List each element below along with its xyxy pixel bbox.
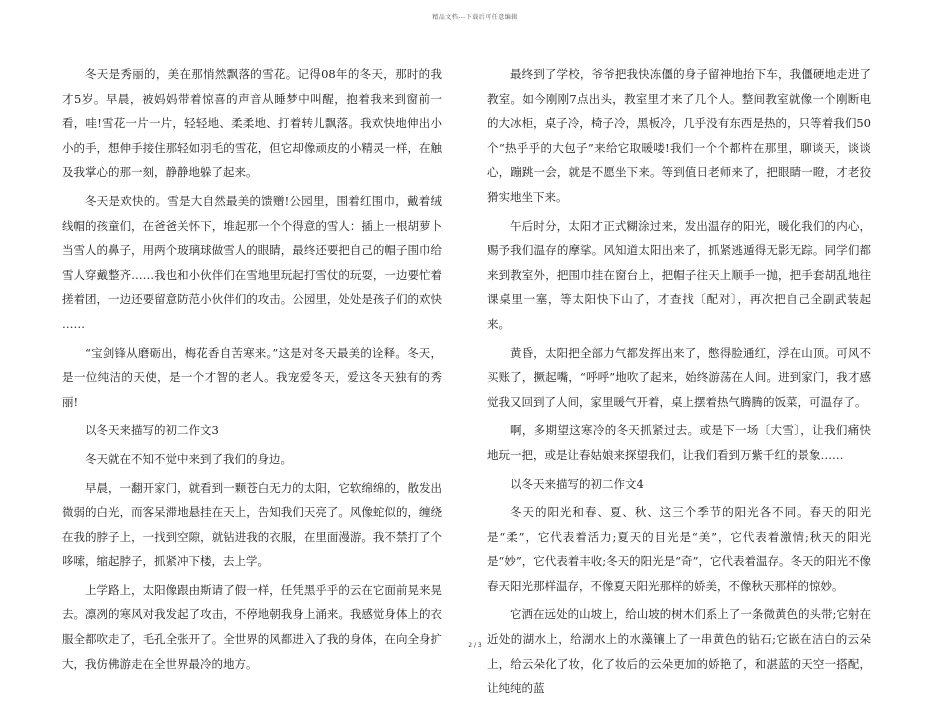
section-title: 以冬天来描写的初二作文4 [510, 476, 644, 491]
page-number: 2 / 3 [468, 642, 482, 649]
page-header: 精品文档---下载后可任意编辑 [432, 14, 518, 21]
paragraph: 冬天就在不知不觉中来到了我们的身边。 [85, 451, 292, 466]
paragraph: “宝剑锋从磨砺出，梅花香自苦寒来。”这是对冬天最美的诠释。冬天，是一位纯洁的天使，是一个才智的老人。我宠爱冬天，爱这冬天独有的秀丽! [62, 345, 442, 409]
right-column [487, 62, 871, 705]
paragraph: 午后时分，太阳才正式糊涂过来，发出温存的阳光，暖化我们的内心，赐予我们温存的摩挲。风知道太阳出来了，抓紧逃遁得无影无踪。同学们都来到教室外，把围巾挂在窗台上，把帽子往天上顺手一抛，把手套胡乱地往课桌里一塞，等太阳快下山了，才查找〔配对〕，再次把自己全副武装起来。 [487, 218, 871, 331]
section-title: 以冬天来描写的初二作文3 [85, 423, 219, 438]
paragraph: 冬天是秀丽的，美在那悄然飘落的雪花。记得08年的冬天，那时的我才5岁。早晨，被妈妈带着惊喜的声音从睡梦中叫醒，抱着我来到窗前一看，哇!雪花一片一片，轻轻地、柔柔地、打着转儿飘落。我欢快地伸出小小的手，想伸手接住那轻如羽毛的雪花，但它却像顽皮的小精灵一样，在触及我掌心的那一刻，静静地躲了起来。 [62, 67, 442, 180]
paragraph: 黄昏，太阳把全部力气都发挥出来了，憋得脸通红，浮在山顶。可风不买账了，撅起嘴，“呼呼”地吹了起来，始终游荡在人间。进到家门，我才感觉我又回到了人间，家里暖气开着，桌上摆着热气腾腾的饭菜，可温存了。 [487, 345, 871, 409]
left-column [62, 62, 442, 680]
paragraph: 冬天是欢快的。雪是大自然最美的馈赠!公园里，围着红围巾，戴着绒线帽的孩童们，在爸爸关怀下，堆起那一个个得意的雪人：插上一根胡萝卜当雪人的鼻子，用两个玻璃球做雪人的眼睛，最终还要把自己的帽子围巾给雪人穿戴整齐……我也和小伙伴们在雪地里玩起打雪仗的玩耍，一边要忙着搓着团，一边还要留意防范小伙伴们的攻击。公园里，处处是孩子们的欢快 …… [62, 193, 442, 331]
paragraph: 最终到了学校，爷爷把我快冻僵的身子留神地抬下车，我僵硬地走进了教室。如今刚刚7点出头，教室里才来了几个人。整间教室就像一个刚断电的大冰柜，桌子冷，椅子冷，黑板冷，几乎没有东西是热的，只等着我们50个“热乎乎的大包子”来给它取暖喽!我们一个个都杵在那里，聊谈天，谈谈心，蹦跳一会，就是不愿坐下来。等到值日老师来了，把眼睛一瞪，才老狡猾实地坐下来。 [487, 67, 871, 204]
paragraph: 啊，多期望这寒冷的冬天抓紧过去。或是下一场〔大雪〕，让我们痛快地玩一把，或是让春姑娘来探望我们，让我们看到万紫千红的景象…… [487, 423, 871, 462]
paragraph: 它洒在远处的山坡上，给山坡的树木们系上了一条微黄色的头带;它射在近处的湖水上，给湖水上的水藻镶上了一串黄色的钻石;它嵌在洁白的云朵上，给云朵化了妆，化了妆后的云朵更加的娇艳了，和湛蓝的天空一搭配，让纯纯的蓝 [487, 607, 871, 696]
paragraph: 冬天的阳光和春、夏、秋、这三个季节的阳光各不同。春天的阳光是“柔”，它代表着活力;夏天的目光是“美”，它代表着激情;秋天的阳光是“妙”，它代表着丰收;冬天的阳光是“奇”，它代表着温存。冬天的阳光不像春天阳光那样温存，不像夏天阳光那样的娇美，不像秋天那样的惊妙。 [487, 505, 871, 593]
paragraph: 早晨，一翻开家门，就看到一颗苍白无力的太阳，它软绵绵的，散发出微弱的白光，而客呆滞地悬挂在天上，告知我们天亮了。风像蛇似的，缠绕在我的脖子上，一找到空隙，就钻进我的衣服，在里面漫游。我不禁打了个哆嗦，缩起脖子，抓紧冲下楼，去上学。 [62, 480, 442, 569]
paragraph: 上学路上，太阳像跟由斯请了假一样，任凭黑乎乎的云在它面前晃来晃去。凛冽的寒风对我发起了攻击，不停地朝我身上涌来。我感觉身体上的衣服全都吹走了，毛孔全张开了。全世界的风都进入了我的身体，在向全身扩大，我仿佛游走在全世界最冷的地方。 [62, 582, 442, 671]
